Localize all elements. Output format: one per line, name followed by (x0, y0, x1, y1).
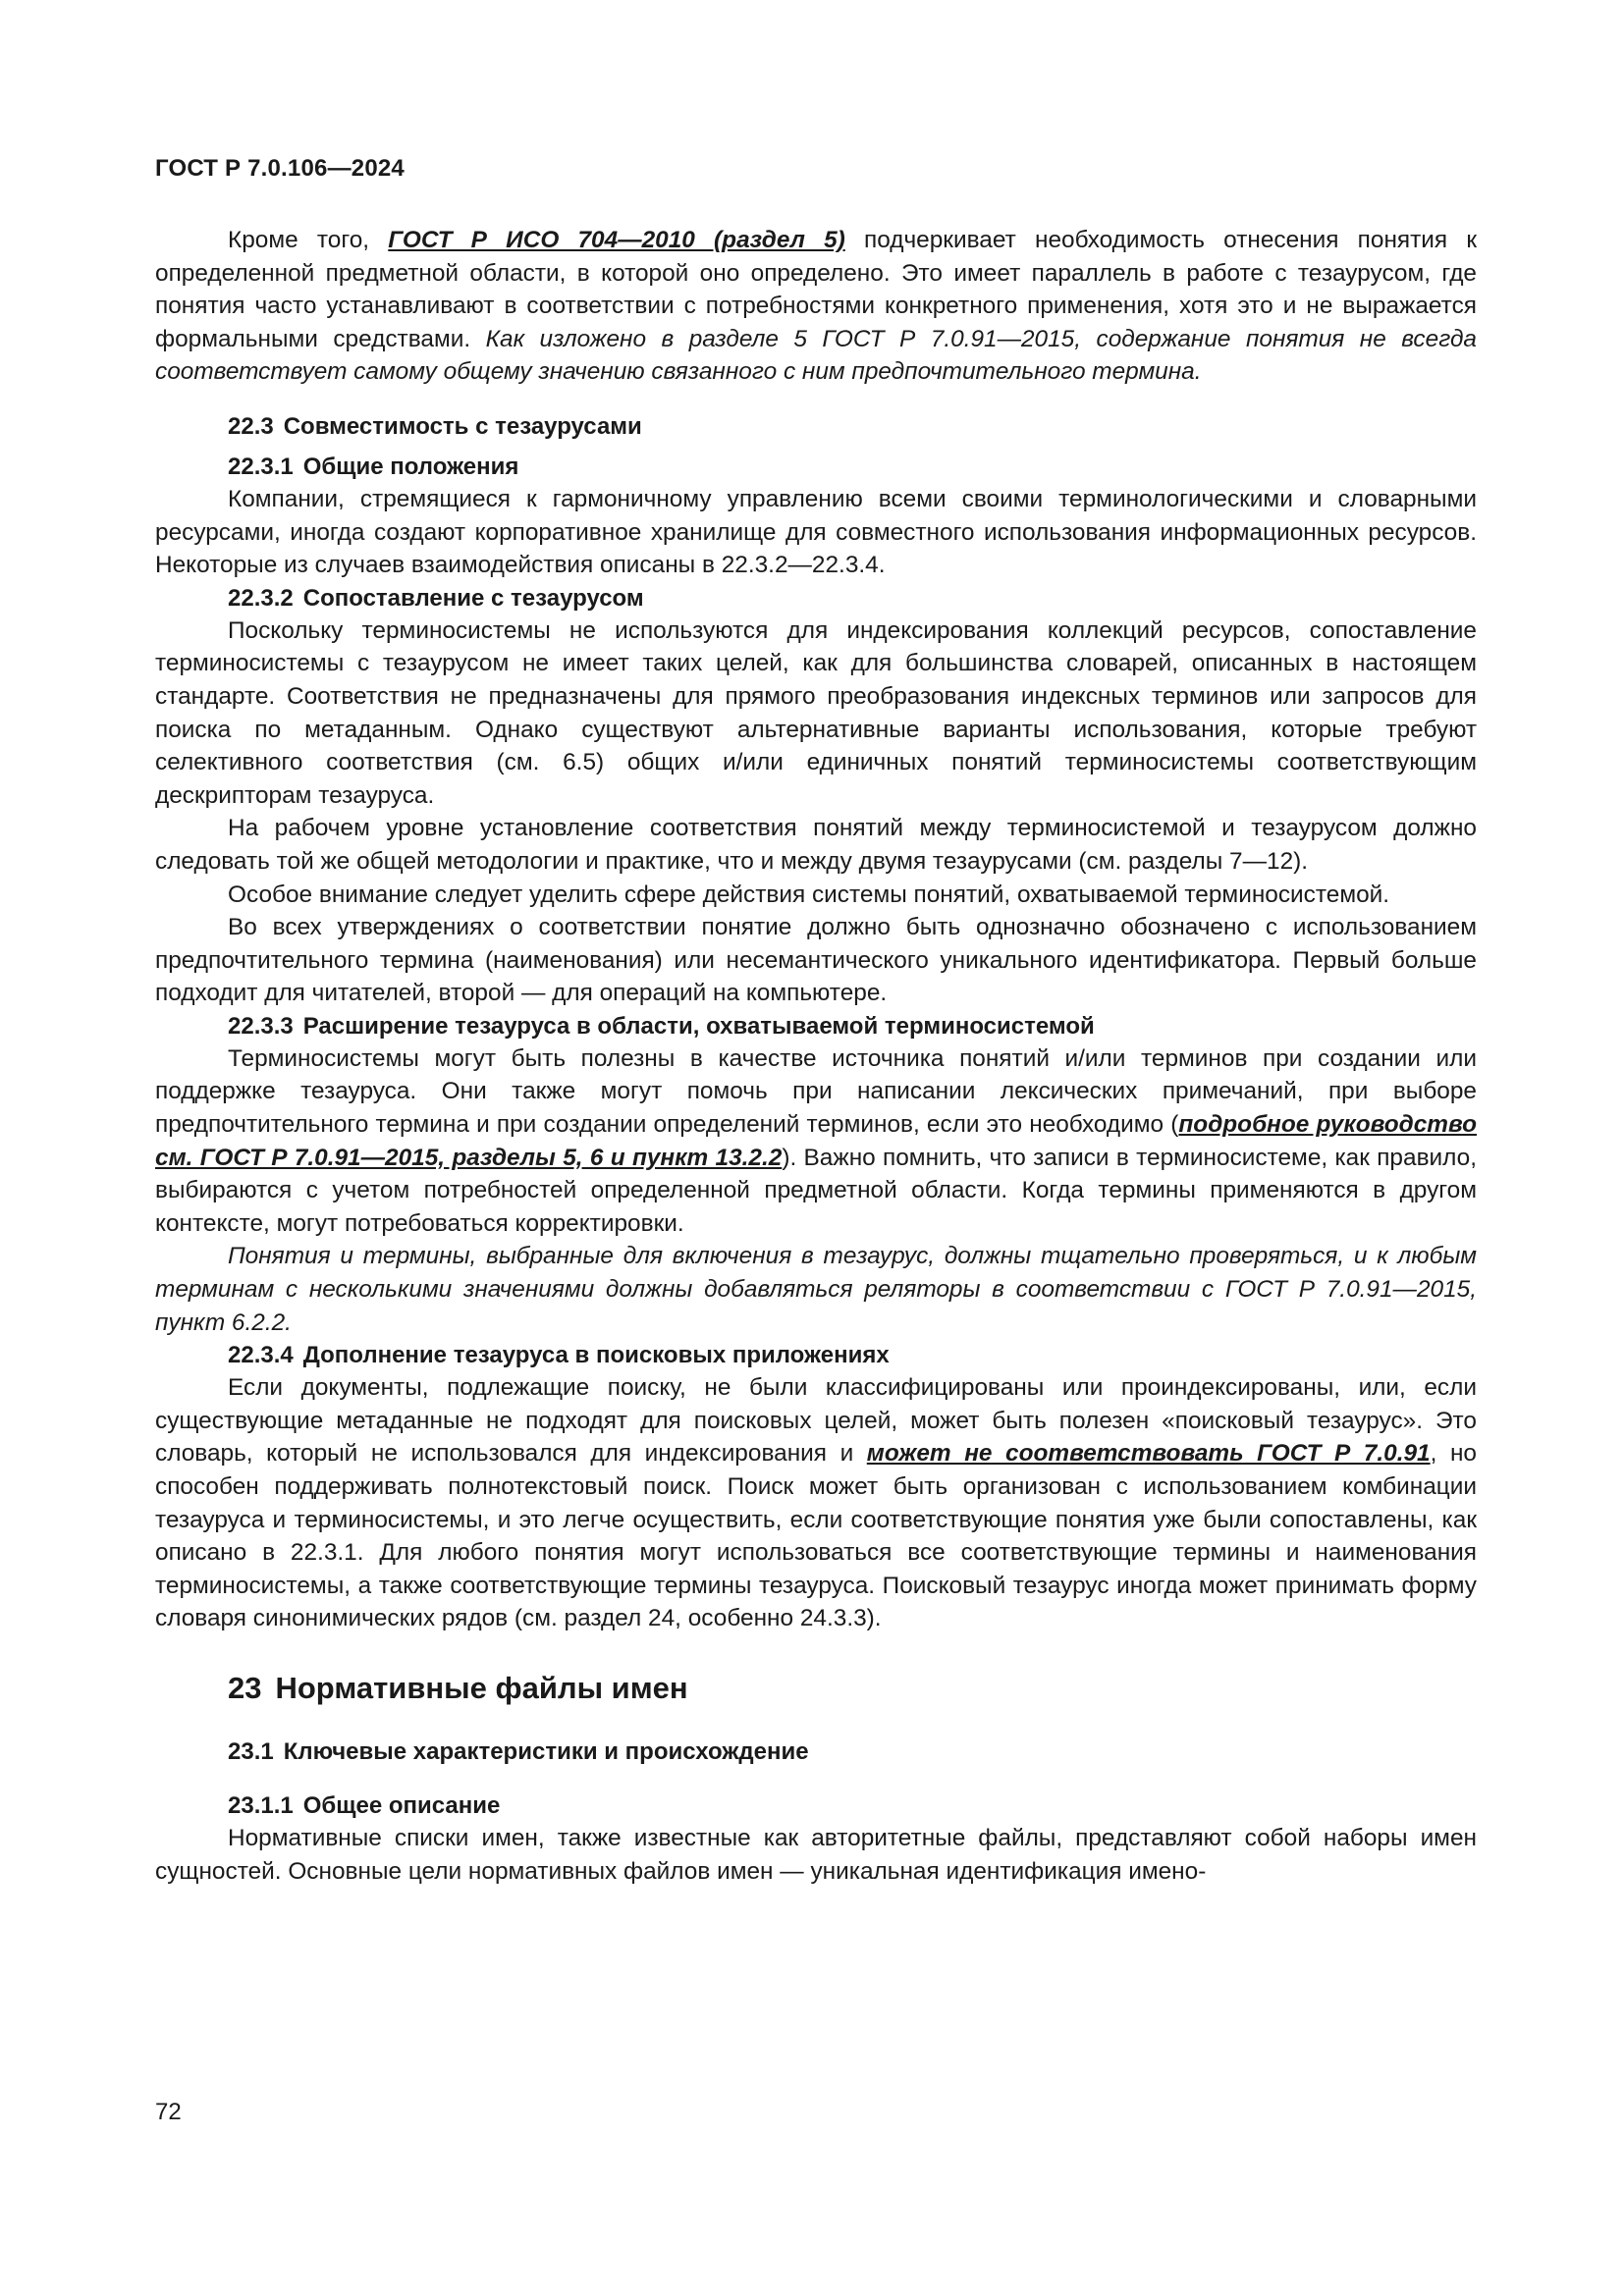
page-content (155, 224, 1477, 1888)
paragraph-text: Терминосистемы могут быть полезны в качестве источника понятий и/или терминов при создании или поддержке тезауруса. Они также могут помочь при написании лексических примечаний, при выборе предпочтительного термина и при создании определений терминов, если это необходимо ( (155, 1044, 1477, 1139)
link-gost-iso-704[interactable]: ГОСТ Р ИСО 704—2010 (раздел 5) (388, 227, 845, 253)
section-23-1-heading (155, 1735, 1477, 1768)
intro-paragraph (155, 224, 1477, 389)
paragraph (155, 1042, 1477, 1241)
section-title: Общие положения (302, 453, 519, 480)
section-22-3-3-heading (155, 1010, 1477, 1042)
section-number: 22.3.2 (228, 584, 294, 612)
paragraph-text: Если документы, подлежащие поиску, не были классифицированы или проиндексированы, или, если существующие метаданные не подходят для поисковых целей, может быть полезен «поисковый тезаурус». Это словарь, который не использовался для индексирования и (155, 1374, 1477, 1468)
section-22-3-1-heading (155, 451, 1477, 483)
paragraph-text: ). Важно помнить, что записи в терминосистеме, как правило, выбираются с учетом потребностей определенной предметной области. Когда термины применяются в другом контексте, могут потребоваться корректировки. (155, 1144, 1477, 1237)
section-number: 23 (228, 1670, 262, 1705)
paragraph: Поскольку терминосистемы не используются для индексирования коллекций ресурсов, сопоставление терминосистемы с тезаурусом не имеет таких целей, как для большинства словарей, описанных в настоящем стандарте. Соответствия не предназначены для прямого преобразования индексных терминов или запросов для поиска по метаданным. Однако существуют альтернативные варианты использования, которые требуют селективного соответствия (см. 6.5) общих и/или единичных понятий терминосистемы соответствующим дескрипторам тезауруса. (155, 616, 1477, 809)
section-number: 22.3 (228, 412, 274, 440)
section-title: Сопоставление с тезаурусом (302, 584, 644, 612)
section-22-3-heading (155, 410, 1477, 443)
section-title: Дополнение тезауруса в поисковых приложениях (302, 1342, 890, 1369)
italic-text: Понятия и термины, выбранные для включения в тезаурус, должны тщательно проверяться, и к любым терминам с несколькими значениями должны добавляться реляторы в соответствии с ГОСТ Р 7.0.91—2015, пункт 6.2.2. (155, 1243, 1477, 1336)
link-gost-7-0-91-guide[interactable]: подробное руководство см. ГОСТ Р 7.0.91—2015, разделы 5, 6 и пункт 13.2.2 (155, 1111, 1477, 1171)
paragraph: На рабочем уровне установление соответствия понятий между терминосистемой и тезаурусом должно следовать той же общей методологии и практике, что и между двумя тезаурусами (см. разделы 7—12). (155, 815, 1477, 875)
section-title: Расширение тезауруса в области, охватываемой терминосистемой (302, 1012, 1095, 1040)
intro-italic-note: Как изложено в разделе 5 ГОСТ Р 7.0.91—2015, содержание понятия не всегда соответствует самому общему значению связанного с ним предпочтительного термина. (155, 325, 1477, 386)
section-number: 22.3.1 (228, 453, 294, 480)
paragraph: Нормативные списки имен, также известные как авторитетные файлы, представляют собой наборы имен сущностей. Основные цели нормативных файлов имен — уникальная идентификация имено- (155, 1824, 1477, 1885)
paragraph: Особое внимание следует уделить сфере действия системы понятий, охватываемой терминосистемой. (228, 881, 1390, 908)
page-number: 72 (155, 2099, 182, 2125)
italic-paragraph (155, 1240, 1477, 1339)
intro-text-1: Кроме того, (228, 227, 389, 253)
document-code-header: ГОСТ Р 7.0.106—2024 (155, 155, 405, 182)
section-title: Совместимость с тезаурусами (283, 412, 642, 440)
link-gost-7-0-91[interactable]: может не соответствовать ГОСТ Р 7.0.91 (866, 1440, 1431, 1468)
section-23-1-1-heading (155, 1789, 1477, 1822)
section-22-3-4-heading (155, 1339, 1477, 1371)
section-title: Нормативные файлы имен (275, 1670, 688, 1705)
spacer (155, 1768, 1477, 1789)
paragraph-text: , но способен поддерживать полнотекстовый поиск. Поиск может быть организован с использованием комбинации тезауруса и терминосистемы, и это легче осуществить, если соответствующие понятия уже были сопоставлены, как описано в 22.3.1. Для любого понятия могут использоваться все соответствующие термины и наименования терминосистемы, а также соответствующие термины тезауруса. Поисковый тезаурус иногда может принимать форму словаря синонимических рядов (см. раздел 24, особенно 24.3.3). (155, 1440, 1477, 1632)
section-23-heading (155, 1669, 1477, 1708)
paragraph: Во всех утверждениях о соответствии понятие должно быть однозначно обозначено с использованием предпочтительного термина (наименования) или несемантического уникального идентификатора. Первый больше подходит для читателей, второй — для операций на компьютере. (155, 914, 1477, 1007)
section-number: 22.3.4 (228, 1342, 294, 1369)
intro-text-2: подчеркивает необходимость отнесения понятия к определенной предметной области, в которой оно определено. Это имеет параллель в работе с тезаурусом, где понятия часто устанавливают в соответствии с потребностями конкретного применения, хотя это и не выражается формальными средствами. (155, 227, 1477, 352)
paragraph: Компании, стремящиеся к гармоничному управлению всеми своими терминологическими и словарными ресурсами, иногда создают корпоративное хранилище для совместного использования информационных ресурсов. Некоторые из случаев взаимодействия описаны в 22.3.2—22.3.4. (155, 485, 1477, 579)
section-number: 23.1 (228, 1737, 274, 1765)
section-number: 23.1.1 (228, 1791, 294, 1819)
paragraph (155, 1371, 1477, 1635)
section-title: Ключевые характеристики и происхождение (283, 1737, 809, 1765)
section-title: Общее описание (302, 1791, 501, 1819)
section-22-3-2-heading (155, 582, 1477, 614)
section-number: 22.3.3 (228, 1012, 294, 1040)
